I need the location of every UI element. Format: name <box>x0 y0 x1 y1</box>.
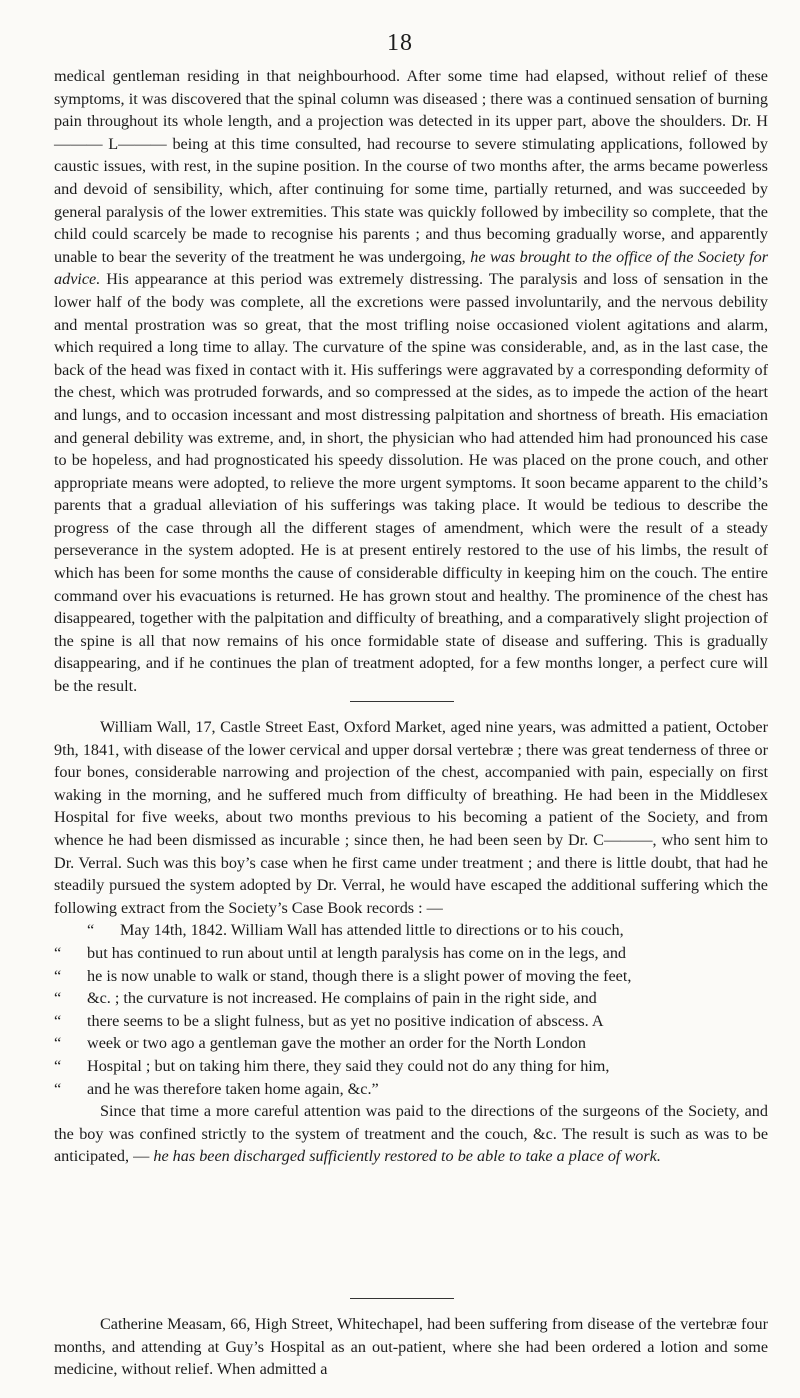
case-continuation <box>54 65 768 698</box>
case-book-extract <box>54 919 768 1100</box>
case-text-italic: he was brought to the office of the Society for advice. <box>54 247 768 289</box>
quote-line: “ week or two ago a gentleman gave the mother an order for the North London <box>54 1034 586 1053</box>
case-text: medical gentleman residing in that neighbourhood. After some time had elapsed, without relief of these symptoms, it was discovered that the spinal column was diseased ; there was a continued sensation of burning pain throughout its whole length, and a projection was detected in its upper part, above the shoulders. Dr. H——— L——— being at this time consulted, had recourse to severe stimulating applications, followed by caustic issues, with rest, in the supine position. In the course of two months after, the arms became powerless and devoid of sensibility, which, after continuing for some time, partially returned, and was succeeded by general paralysis of the lower extremities. This state was quickly followed by imbecility so complete, that the child could scarcely be made to recognise his parents ; and thus becoming gradually worse, and apparently unable to bear the severity of the treatment he was undergoing, <box>54 67 768 266</box>
section-divider <box>350 1298 454 1299</box>
quote-line: “ &c. ; the curvature is not increased. He complains of pain in the right side, and <box>54 989 597 1008</box>
case-outcome-italic: he has been discharged sufficiently restored to be able to take a place of work. <box>153 1147 661 1166</box>
quote-line: “ but has continued to run about until at length paralysis has come on in the legs, and <box>54 943 627 962</box>
quote-line: “ May 14th, 1842. William Wall has attended little to directions or to his couch, <box>87 921 624 940</box>
case-text: His appearance at this period was extremely distressing. The paralysis and loss of sensation in the lower half of the body was complete, all the excretions were passed involuntarily, and the nervous debility and mental prostration was so great, that the most trifling noise occasioned violent agitations and alarm, which required a long time to allay. The curvature of the spine was considerable, and, as in the last case, the back of the head was fixed in contact with it. His sufferings were aggravated by a corresponding deformity of the chest, which was protruded forwards, and so compressed at the sides, as to impede the action of the heart and lungs, and to occasion incessant and most distressing palpitation and shortness of breath. His emaciation and general debility was extreme, and, in short, the physician who had attended him had pronounced his case to be hopeless, and had prognosticated his speedy dissolution. He was placed on the prone couch, and other appropriate means were adopted, to relieve the more urgent symptoms. It soon became apparent to the child’s parents that a gradual alleviation of his sufferings was taking place. It would be tedious to describe the progress of the case through all the different stages of amendment, which were the result of a steady perseverance in the system adopted. He is at present entirely restored to the use of his limbs, the result of which has been for some months the cause of considerable difficulty in keeping him on the couch. The entire command over his evacuations is returned. He has grown stout and healthy. The prominence of the chest has disappeared, together with the palpitation and difficulty of breathing, and a comparatively slight projection of the spine is all that now remains of his once formidable state of disease and suffering. This is gradually disappearing, and if he continues the plan of treatment adopted, for a few months longer, a perfect cure will be the result. <box>54 270 768 696</box>
case-paragraph <box>54 65 768 698</box>
quote-line: “ he is now unable to walk or stand, though there is a slight power of moving the feet, <box>54 966 632 985</box>
quote-line: “ there seems to be a slight fulness, but as yet no positive indication of abscess. A <box>54 1011 604 1030</box>
case-intro: William Wall, 17, Castle Street East, Oxford Market, aged nine years, was admitted a patient, October 9th, 1841, with disease of the lower cervical and upper dorsal vertebræ ; there was great tenderness of three or four bones, considerable narrowing and projection of the chest, accompanied with pain, especially on first waking in the morning, and he suffered much from difficulty of breathing. He had been in the Middlesex Hospital for five weeks, about two months previous to his becoming a patient of the Society, and from whence he had been dismissed as incurable ; since then, he had been seen by Dr. C———, who sent him to Dr. Verral. Such was this boy’s case when he first came under treatment ; and there is little doubt, that had he steadily pursued the system adopted by Dr. Verral, he would have escaped the additional suffering which the following extract from the Society’s Case Book records : — <box>54 718 768 917</box>
case-intro: Catherine Measam, 66, High Street, Whitechapel, had been suffering from disease of the vertebræ four months, and attending at Guy’s Hospital as an out-patient, where she had been ordered a lotion and some medicine, without relief. When admitted a <box>54 1315 768 1379</box>
quote-line: “ Hospital ; but on taking him there, they said they could not do any thing for him, <box>54 1056 610 1075</box>
case-catherine-measam <box>54 1313 768 1381</box>
page-number: 18 <box>387 30 413 56</box>
case-outcome: Since that time a more careful attention was paid to the directions of the surgeons of the Society, and the boy was confined strictly to the system of treatment and the couch, &c. The result is such as was to be anticipated, — he has been discharged sufficiently restored to be able to take a place of work. <box>54 1102 768 1166</box>
section-divider <box>350 701 454 702</box>
quote-line: “ and he was therefore taken home again, &c.” <box>54 1079 379 1098</box>
case-william-wall <box>54 716 768 1168</box>
